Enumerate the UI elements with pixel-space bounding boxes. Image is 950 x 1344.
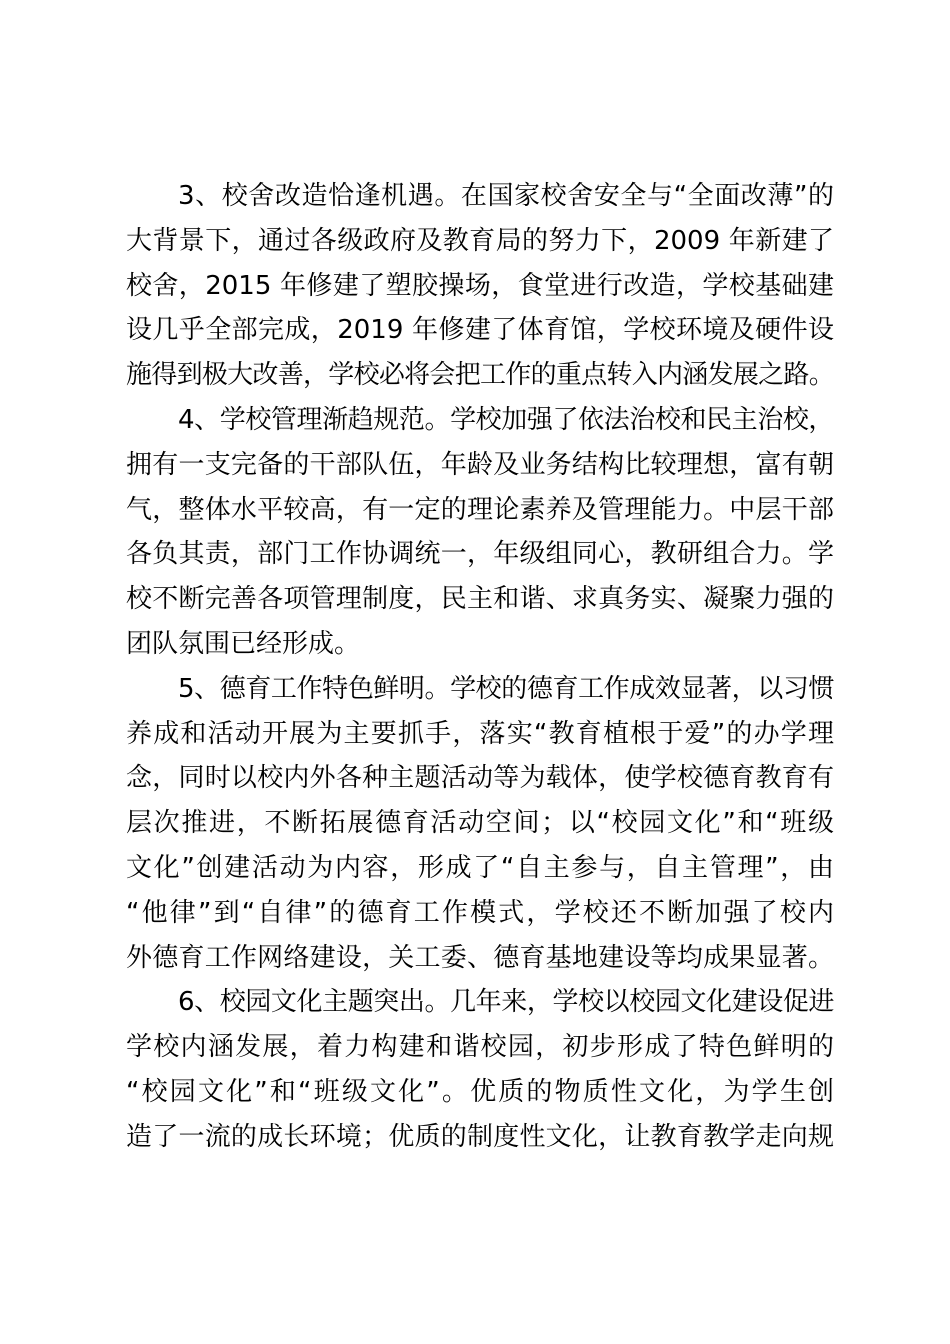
text-line: 设几乎全部完成，2019 年修建了体育馆，学校环境及硬件设: [126, 315, 834, 346]
text-line: “校园文化”和“班级文化”。优质的物质性文化，为学生创: [126, 1076, 834, 1107]
paragraph-3: [126, 174, 834, 398]
text-line: 施得到极大改善，学校必将会把工作的重点转入内涵发展之路。: [126, 360, 835, 391]
text-line: “他律”到“自律”的德育工作模式，学校还不断加强了校内: [126, 897, 834, 928]
paragraph-5: [126, 667, 834, 981]
text-line: 6、校园文化主题突出。几年来，学校以校园文化建设促进: [178, 987, 834, 1018]
text-line: 层次推进，不断拓展德育活动空间；以“校园文化”和“班级: [126, 808, 834, 839]
document-body: [126, 174, 834, 1160]
text-line: 4、学校管理渐趋规范。学校加强了依法治校和民主治校，: [178, 404, 834, 435]
text-line: 拥有一支完备的干部队伍，年龄及业务结构比较理想，富有朝: [126, 449, 834, 480]
text-line: 造了一流的成长环境；优质的制度性文化，让教育教学走向规: [126, 1121, 834, 1152]
text-line: 大背景下，通过各级政府及教育局的努力下，2009 年新建了: [126, 225, 834, 256]
paragraph-4: [126, 398, 834, 667]
text-line: 文化”创建活动为内容，形成了“自主参与，自主管理”，由: [126, 852, 834, 883]
text-line: 外德育工作网络建设，关工委、德育基地建设等均成果显著。: [126, 942, 834, 973]
text-line: 校不断完善各项管理制度，民主和谐、求真务实、凝聚力强的: [126, 584, 834, 615]
text-line: 各负其责，部门工作协调统一，年级组同心，教研组合力。学: [126, 539, 834, 570]
text-line: 念，同时以校内外各种主题活动等为载体，使学校德育教育有: [126, 763, 834, 794]
text-line: 5、德育工作特色鲜明。学校的德育工作成效显著，以习惯: [178, 673, 834, 704]
text-line: 养成和活动开展为主要抓手，落实“教育植根于爱”的办学理: [126, 718, 834, 749]
text-line: 3、校舍改造恰逢机遇。在国家校舍安全与“全面改薄”的: [178, 181, 834, 211]
text-line: 学校内涵发展，着力构建和谐校园，初步形成了特色鲜明的: [126, 1032, 834, 1063]
text-line: 校舍，2015 年修建了塑胶操场，食堂进行改造，学校基础建: [126, 270, 834, 301]
text-line: 团队氛围已经形成。: [126, 628, 361, 659]
paragraph-6: [126, 980, 834, 1159]
text-line: 气，整体水平较高，有一定的理论素养及管理能力。中层干部: [126, 494, 834, 525]
